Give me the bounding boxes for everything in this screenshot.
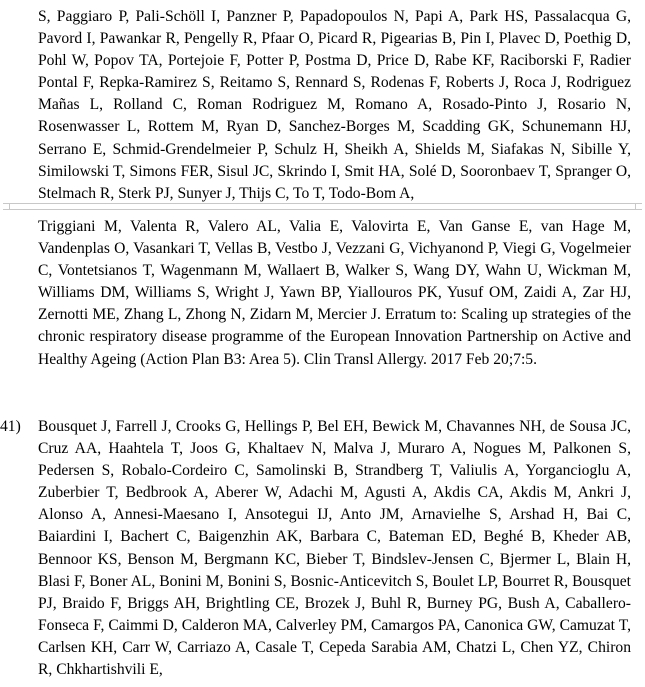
reference-40-end-block xyxy=(38,216,631,371)
page-break-left-corner xyxy=(3,203,10,210)
reference-continuation-block xyxy=(38,6,631,205)
author-list-paragraph-41: Bousquet J, Farrell J, Crooks G, Hellings P, Bel EH, Bewick M, Chavannes NH, de Sousa JC, Cruz AA, Haahtela T, Joos G, Khaltaev N, Malva J, Muraro A, Nogues M, Palkonen S, Pedersen S, Robalo-Cordeiro C, Samolinski B, Strandberg T, Valiulis A, Yorgancioglu A, Zuberbier T, Bedbrook A, Aberer W, Adachi M, Agusti A, Akdis CA, Akdis M, Ankri J, Alonso A, Annesi-Maesano I, Ansotegui IJ, Anto JM, Arnavielhe S, Arshad H, Bai C, Baiardini I, Bachert C, Baigenzhin AK, Barbara C, Bateman ED, Beghé B, Kheder AB, Bennoor KS, Benson M, Bergmann KC, Bieber T, Bindslev-Jensen C, Bjermer L, Blain H, Blasi F, Boner AL, Bonini M, Bonini S, Bosnic-Anticevitch S, Boulet LP, Bourret R, Bousquet PJ, Braido F, Briggs AH, Brightling CE, Brozek J, Buhl R, Burney PG, Bush A, Caballero-Fonseca F, Caimmi D, Calderon MA, Calverley PM, Camargos PA, Canonica GW, Camuzat T, Carlsen KH, Carr W, Carriazo A, Casale T, Cepeda Sarabia AM, Chatzi L, Chen YZ, Chiron R, Chkhartishvili E, xyxy=(38,418,631,679)
page-break-line-top xyxy=(10,203,635,204)
author-list-paragraph: S, Paggiaro P, Pali-Schöll I, Panzner P, Papadopoulos N, Papi A, Park HS, Passalacqua G, Pavord I, Pawankar R, Pengelly R, Pfaar O, Picard R, Pigearias B, Pin I, Plavec D, Poethig D, Pohl W, Popov TA, Portejoie F, Potter P, Postma D, Price D, Rabe KF, Raciborski F, Radier Pontal F, Repka-Ramirez S, Reitamo S, Rennard S, Rodenas F, Roberts J, Roca J, Rodriguez Mañas L, Rolland C, Roman Rodriguez M, Romano A, Rosado-Pinto J, Rosario N, Rosenwasser L, Rottem M, Ryan D, Sanchez-Borges M, Scadding GK, Schunemann HJ, Serrano E, Schmid-Grendelmeier P, Schulz H, Sheikh A, Shields M, Siafakas N, Sibille Y, Similowski T, Simons FER, Sisul JC, Skrindo I, Smit HA, Solé D, Sooronbaev T, Spranger O, Stelmach R, Sterk PJ, Sunyer J, Thijs C, To T, Todo-Bom A, xyxy=(38,8,631,202)
reference-number: 41) xyxy=(0,418,21,435)
page-break-line-bottom xyxy=(10,209,635,210)
reference-41-block xyxy=(38,416,631,681)
author-list-and-citation-paragraph: Triggiani M, Valenta R, Valero AL, Valia E, Valovirta E, Van Ganse E, van Hage M, Vandenplas O, Vasankari T, Vellas B, Vestbo J, Vezzani G, Vichyanond P, Viegi G, Vogelmeier C, Vontetsianos T, Wagenmann M, Wallaert B, Walker S, Wang DY, Wahn U, Wickman M, Williams DM, Williams S, Wright J, Yawn BP, Yiallouros PK, Yusuf OM, Zaidi A, Zar HJ, Zernotti ME, Zhang L, Zhong N, Zidarn M, Mercier J. Erratum to: Scaling up strategies of the chronic respiratory disease programme of the European Innovation Partnership on Active and Healthy Ageing (Action Plan B3: Area 5). Clin Transl Allergy. 2017 Feb 20;7:5. xyxy=(38,218,631,368)
page-break-right-corner xyxy=(635,203,642,210)
page-break-separator xyxy=(0,203,645,210)
